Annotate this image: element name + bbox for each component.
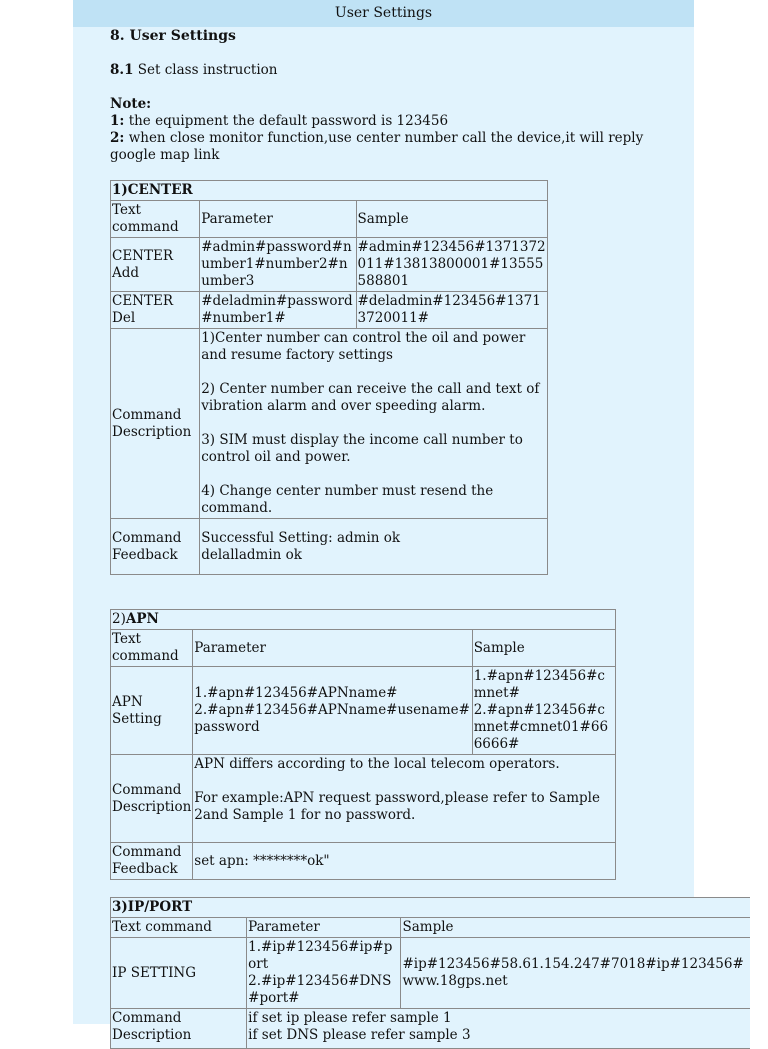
sample-cell: #deladmin#123456#13713720011# bbox=[356, 292, 547, 329]
column-header: Sample bbox=[472, 630, 615, 667]
param-cell: 1.#ip#123456#ip#port 2.#ip#123456#DNS#port# bbox=[247, 938, 401, 1009]
row-label: Command Feedback bbox=[111, 843, 193, 880]
column-header: Sample bbox=[401, 918, 750, 938]
column-header: Text command bbox=[111, 201, 200, 238]
row-label: CENTER Del bbox=[111, 292, 200, 329]
feedback-cell: Successful Setting: admin ok delalladmin ok bbox=[200, 519, 548, 575]
column-header: Text command bbox=[111, 630, 193, 667]
note-item: 1: the equipment the default password is 123456 bbox=[110, 113, 449, 129]
param-cell: #deladmin#password#number1# bbox=[200, 292, 356, 329]
subsection-heading: 8.1 Set class instruction bbox=[110, 62, 278, 78]
note-item: 2: when close monitor function,use center number call the device,it will reply google map link bbox=[110, 130, 644, 163]
description-cell: 1)Center number can control the oil and power and resume factory settings 2) Center number can receive the call and text of vibration alarm and over speeding alarm. 3) SIM must display the income call number to control oil and power. 4) Change center number must resend the command. bbox=[200, 329, 548, 519]
column-header: Text command bbox=[111, 918, 247, 938]
column-header: Parameter bbox=[193, 630, 472, 667]
table-title: 2)APN bbox=[111, 610, 616, 630]
row-label: Command Feedback bbox=[111, 519, 200, 575]
table-title: 3)IP/PORT bbox=[111, 898, 751, 918]
center-table bbox=[110, 180, 548, 575]
row-label: Command Description bbox=[111, 755, 193, 843]
column-header: Parameter bbox=[247, 918, 401, 938]
param-cell: 1.#apn#123456#APNname# 2.#apn#123456#APNname#usename#password bbox=[193, 667, 472, 755]
description-cell: if set ip please refer sample 1 if set DNS please refer sample 3 bbox=[247, 1009, 750, 1049]
row-label: APN Setting bbox=[111, 667, 193, 755]
param-cell: #admin#password#number1#number2#number3 bbox=[200, 238, 356, 292]
note-label: Note: bbox=[110, 96, 152, 112]
row-label: IP SETTING bbox=[111, 938, 247, 1009]
sample-cell: #admin#123456#1371372011#13813800001#13555588801 bbox=[356, 238, 547, 292]
row-label: CENTER Add bbox=[111, 238, 200, 292]
column-header: Parameter bbox=[200, 201, 356, 238]
ipport-table bbox=[110, 897, 750, 1049]
column-header: Sample bbox=[356, 201, 547, 238]
intro-section bbox=[110, 28, 750, 164]
feedback-cell: set apn: ********ok" bbox=[193, 843, 616, 880]
row-label: Command Description bbox=[111, 329, 200, 519]
apn-table bbox=[110, 609, 616, 880]
table-title: 1)CENTER bbox=[111, 181, 548, 201]
row-label: Command Description bbox=[111, 1009, 247, 1049]
description-cell: APN differs according to the local telecom operators. For example:APN request password,please refer to Sample 2and Sample 1 for no password. bbox=[193, 755, 616, 843]
section-heading: 8. User Settings bbox=[110, 28, 236, 44]
page-title: User Settings bbox=[334, 5, 433, 21]
sample-cell: 1.#apn#123456#cmnet# 2.#apn#123456#cmnet#cmnet01#666666# bbox=[472, 667, 615, 755]
sample-cell: #ip#123456#58.61.154.247#7018#ip#123456#www.18gps.net bbox=[401, 938, 750, 1009]
page-title-bar bbox=[73, 0, 694, 27]
